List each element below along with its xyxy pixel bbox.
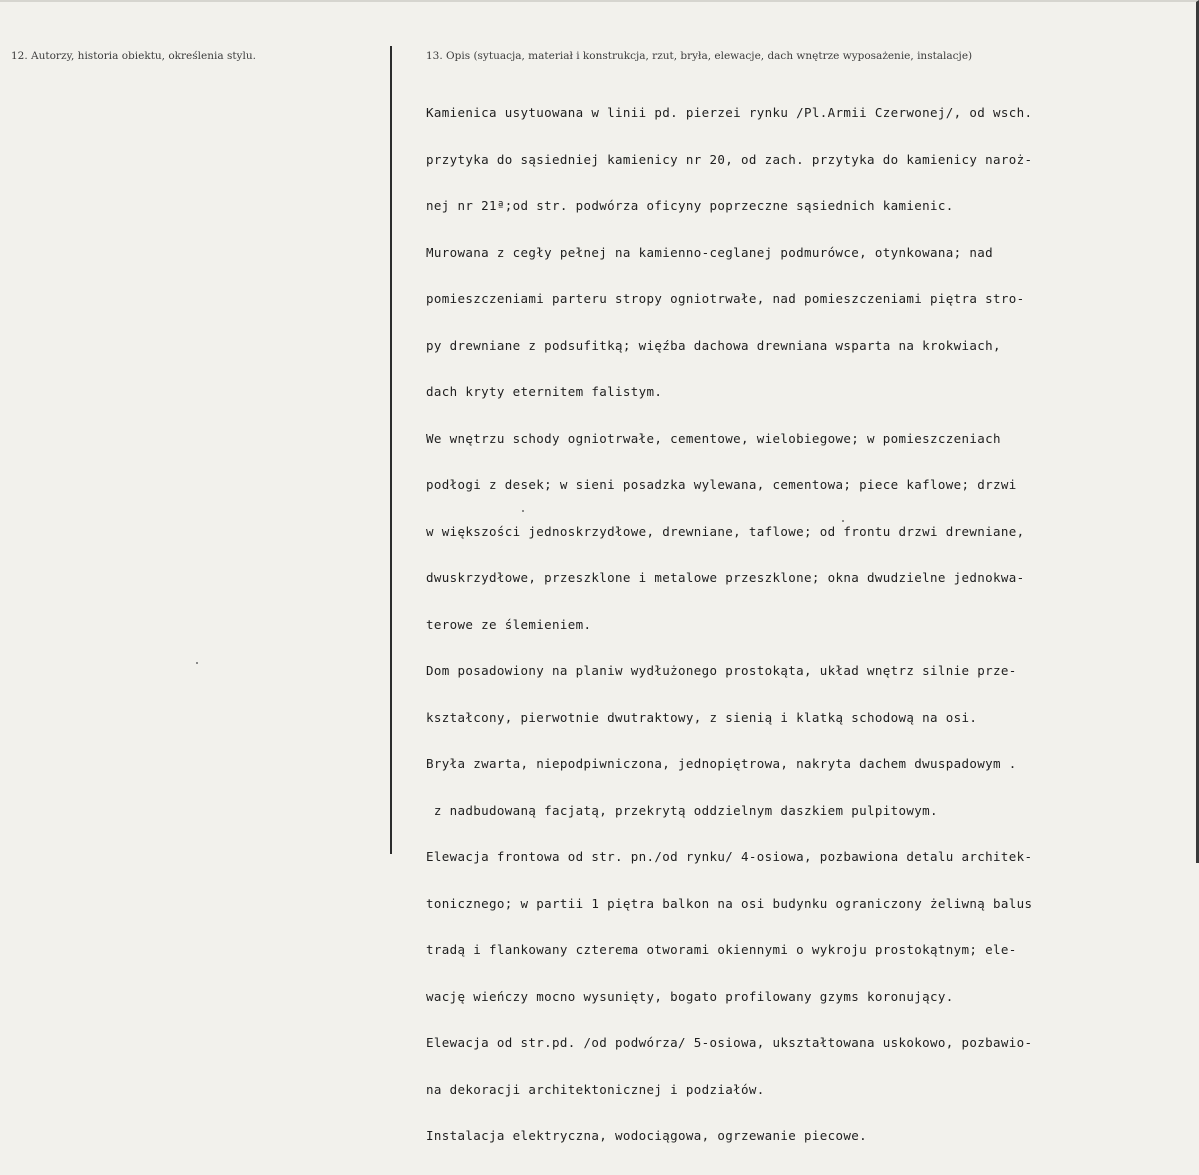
description-line: Elewacja frontowa od str. pn./od rynku/ 4-osiowa, pozbawiona detalu architek- [426,849,1033,864]
description-line: nej nr 21ª;od str. podwórza oficyny poprzeczne sąsiednich kamienic. [426,198,954,213]
description-line: Elewacja od str.pd. /od podwórza/ 5-osiowa, ukształtowana uskokowo, pozbawio- [426,1035,1033,1050]
paper-speck [522,510,524,512]
column-divider [390,46,392,854]
paper-speck [196,662,198,664]
description-line: terowe ze ślemieniem. [426,616,592,632]
description-line: pomieszczeniami parteru stropy ogniotrwałe, nad pomieszczeniami piętra stro- [426,291,1025,306]
description-line: py drewniane z podsufitką; więźba dachowa drewniana wsparta na krokwiach, [426,337,1001,353]
description-line: na dekoracji architektonicznej i podziałów. [426,1081,765,1097]
description-line: dach kryty eternitem falistym. [426,384,663,399]
description-line: Instalacja elektryczna, wodociągowa, ogrzewanie piecowe. [426,1128,868,1143]
description-line: We wnętrzu schody ogniotrwałe, cementowe, wielobiegowe; w pomieszczeniach [426,430,1001,446]
description-line: podłogi z desek; w sieni posadzka wylewana, cementowa; piece kaflowe; drzwi [426,477,1017,492]
paper-speck [842,520,844,522]
field-12-label: 12. Autorzy, historia obiektu, określenia stylu. [11,50,256,62]
description-line: wację wieńczy mocno wysunięty, bogato profilowany gzyms koronujący. [426,988,954,1004]
description-line: z nadbudowaną facjatą, przekrytą oddzielnym daszkiem pulpitowym. [426,802,938,818]
description-line: w większości jednoskrzydłowe, drewniane, taflowe; od frontu drzwi drewniane, [426,523,1025,539]
description-line: Murowana z cegły pełnej na kamienno-ceglanej podmurówce, otynkowana; nad [426,244,994,260]
description-line: Kamienica usytuowana w linii pd. pierzei rynku /Pl.Armii Czerwonej/, od wsch. [426,105,1033,120]
description-line: Bryła zwarta, niepodpiwniczona, jednopiętrowa, nakryta dachem dwuspadowym . [426,756,1017,771]
typed-description [426,74,1186,1175]
field-13-label: 13. Opis (sytuacja, materiał i konstrukcja, rzut, bryła, elewacje, dach wnętrze wyposażenie, instalacje) [426,50,973,62]
description-line: dwuskrzydłowe, przeszklone i metalowe przeszklone; okna dwudzielne jednokwa- [426,570,1025,585]
description-line: tonicznego; w partii 1 piętra balkon na osi budynku ograniczony żeliwną balus [426,895,1033,911]
description-line: Dom posadowiony na planiw wydłużonego prostokąta, układ wnętrz silnie prze- [426,663,1017,678]
description-line: kształcony, pierwotnie dwutraktowy, z sienią i klatką schodową na osi. [426,709,978,725]
description-line: tradą i flankowany czterema otworami okiennymi o wykroju prostokątnym; ele- [426,942,1017,957]
description-line: przytyka do sąsiedniej kamienicy nr 20, od zach. przytyka do kamienicy naroż- [426,151,1033,167]
